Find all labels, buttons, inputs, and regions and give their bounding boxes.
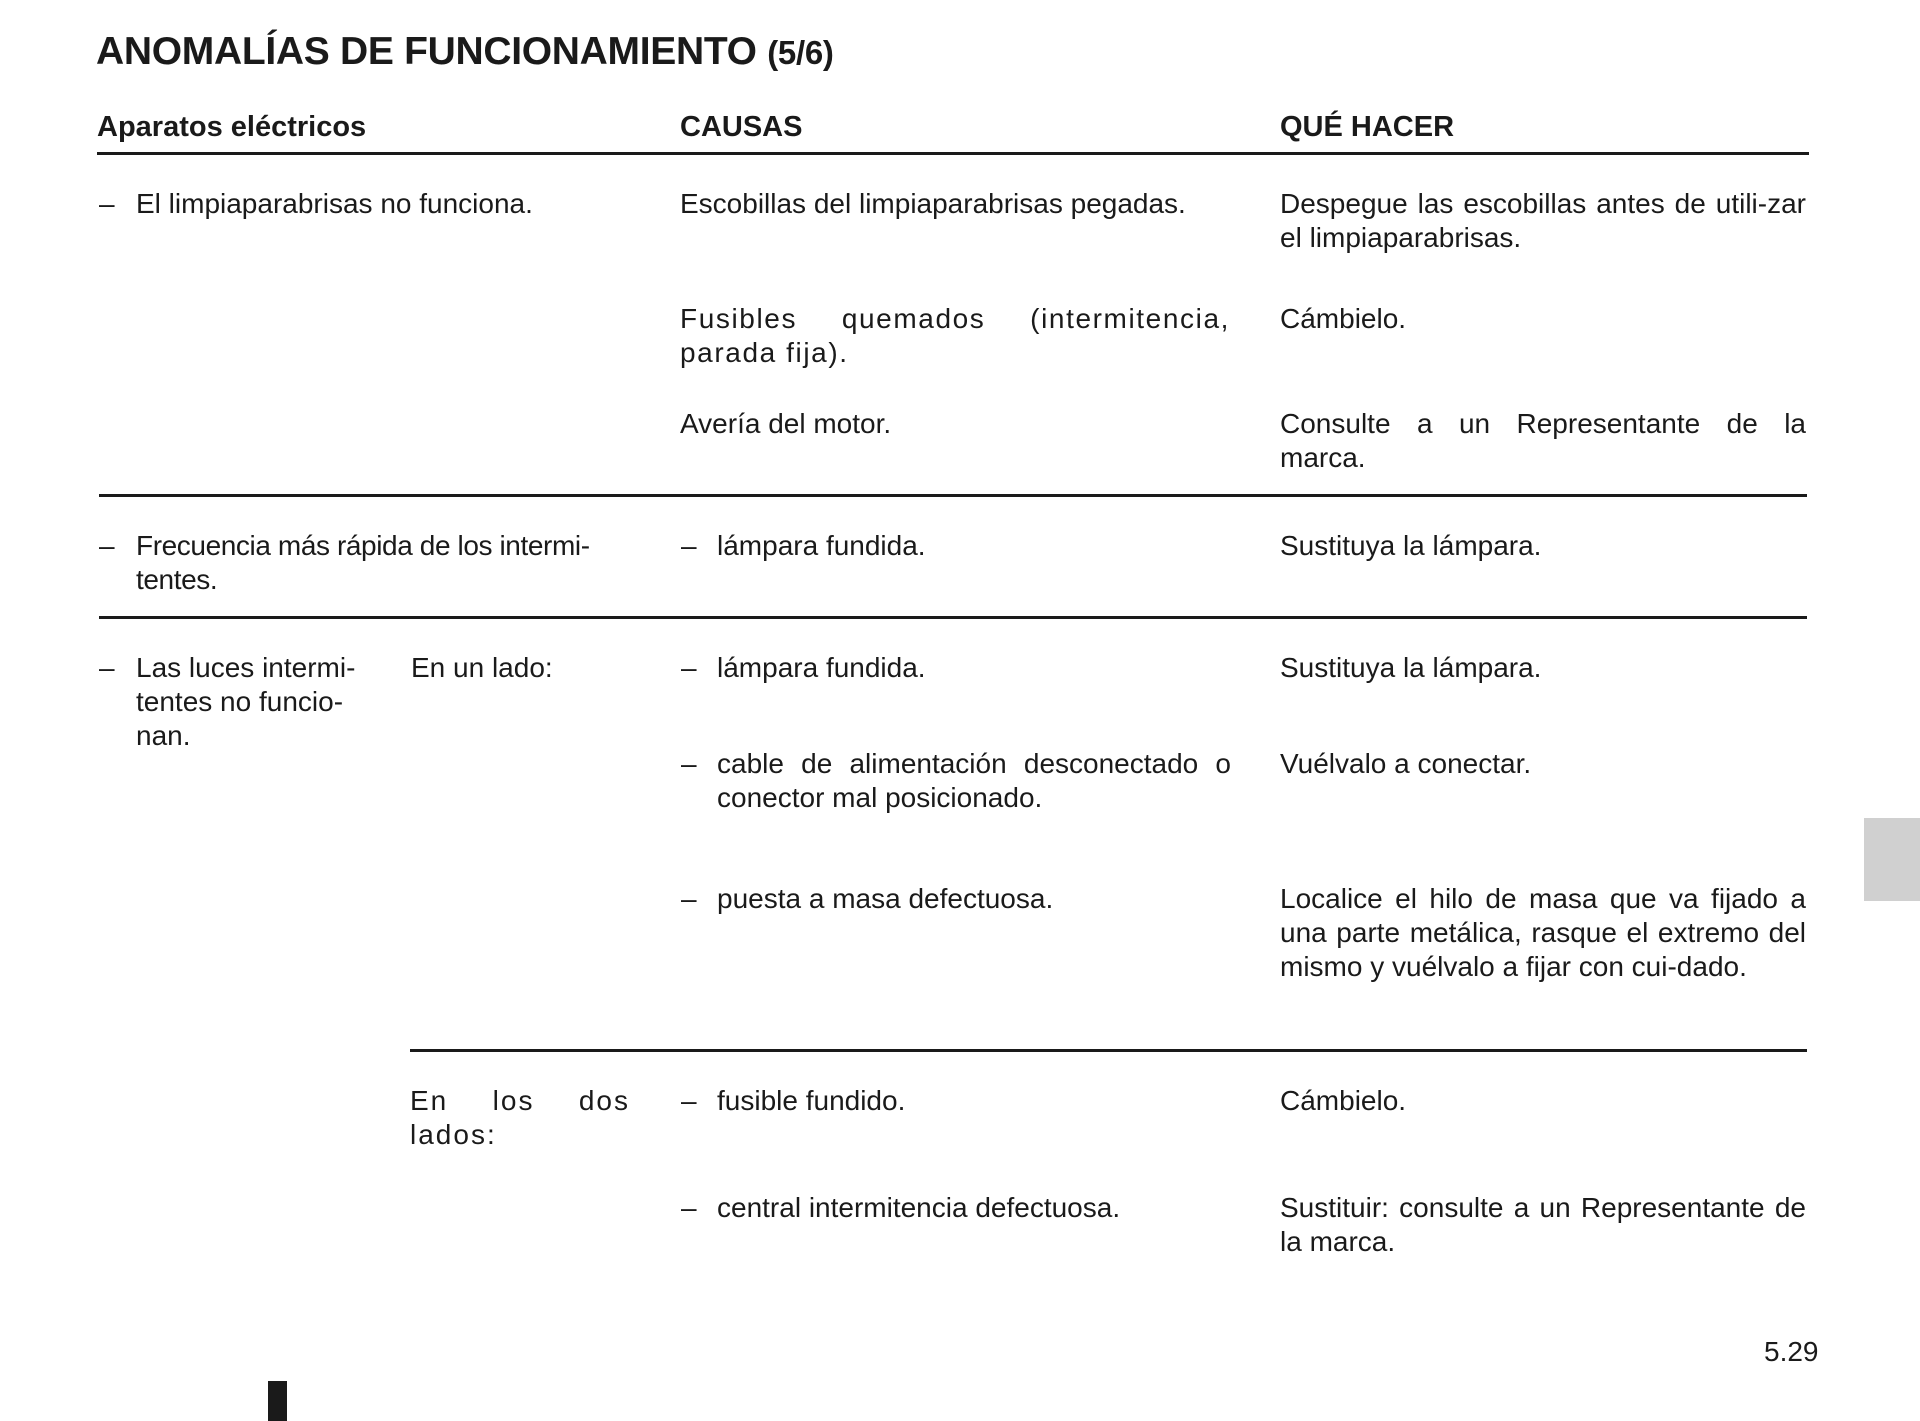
s3-cause-5-dash: –: [681, 1192, 697, 1223]
s3-cause-5: central intermitencia defectuosa.: [717, 1192, 1121, 1223]
s1-action-2: Cámbielo.: [1280, 303, 1407, 334]
s2-problem: Frecuencia más rápida de los intermi-tentes.: [136, 530, 590, 595]
header-rule: [97, 152, 1809, 155]
s3-action-2: Vuélvalo a conectar.: [1280, 748, 1532, 779]
page-title: [96, 30, 834, 74]
s3-problem: Las luces intermi-tentes no funcio-nan.: [136, 652, 356, 751]
s1-cause-2: Fusibles quemados (intermitencia, parada fija).: [680, 303, 1230, 368]
crop-mark: [268, 1381, 287, 1421]
s3-cause-2-dash: –: [681, 748, 697, 779]
s1-cause-1: Escobillas del limpiaparabrisas pegadas.: [680, 188, 1186, 219]
header-todo: QUÉ HACER: [1280, 111, 1455, 143]
section-divider-2: [99, 616, 1807, 619]
s2-cause-dash: –: [681, 530, 697, 561]
s3-action-5: Sustituir: consulte a un Representante de la marca.: [1280, 1192, 1806, 1257]
chapter-tab: [1864, 818, 1920, 901]
subsection-divider: [410, 1049, 1807, 1052]
s3-both-sides-label: En los dos lados:: [410, 1085, 630, 1150]
s2-problem-dash: –: [99, 530, 115, 561]
s3-problem-dash: –: [99, 652, 115, 683]
s1-problem-dash: –: [99, 188, 115, 219]
header-causes: CAUSAS: [680, 111, 803, 143]
s3-cause-4-dash: –: [681, 1085, 697, 1116]
s3-action-1: Sustituya la lámpara.: [1280, 652, 1542, 683]
s2-cause: lámpara fundida.: [717, 530, 926, 561]
s1-action-1: Despegue las escobillas antes de utili-zar el limpiaparabrisas.: [1280, 188, 1806, 253]
s3-action-3: Localice el hilo de masa que va fijado a una parte metálica, rasque el extremo del mismo y vuélvalo a fijar con cui-dado.: [1280, 883, 1806, 982]
s1-problem: El limpiaparabrisas no funciona.: [136, 188, 533, 219]
header-item: Aparatos eléctricos: [97, 111, 367, 143]
s1-cause-3: Avería del motor.: [680, 408, 892, 439]
s3-cause-3-dash: –: [681, 883, 697, 914]
s3-action-4: Cámbielo.: [1280, 1085, 1407, 1116]
s3-cause-4: fusible fundido.: [717, 1085, 906, 1116]
s3-cause-3: puesta a masa defectuosa.: [717, 883, 1054, 914]
s3-cause-1-dash: –: [681, 652, 697, 683]
page-title-part: (5/6): [767, 34, 834, 71]
s3-cause-1: lámpara fundida.: [717, 652, 926, 683]
s3-cause-2: cable de alimentación desconectado o conector mal posicionado.: [717, 748, 1231, 813]
s1-action-3: Consulte a un Representante de la marca.: [1280, 408, 1806, 473]
s3-one-side-label: En un lado:: [411, 652, 553, 683]
page-number: 5.29: [1764, 1336, 1819, 1367]
page-title-main: ANOMALÍAS DE FUNCIONAMIENTO: [96, 30, 757, 73]
section-divider-1: [99, 494, 1807, 497]
s2-action: Sustituya la lámpara.: [1280, 530, 1542, 561]
